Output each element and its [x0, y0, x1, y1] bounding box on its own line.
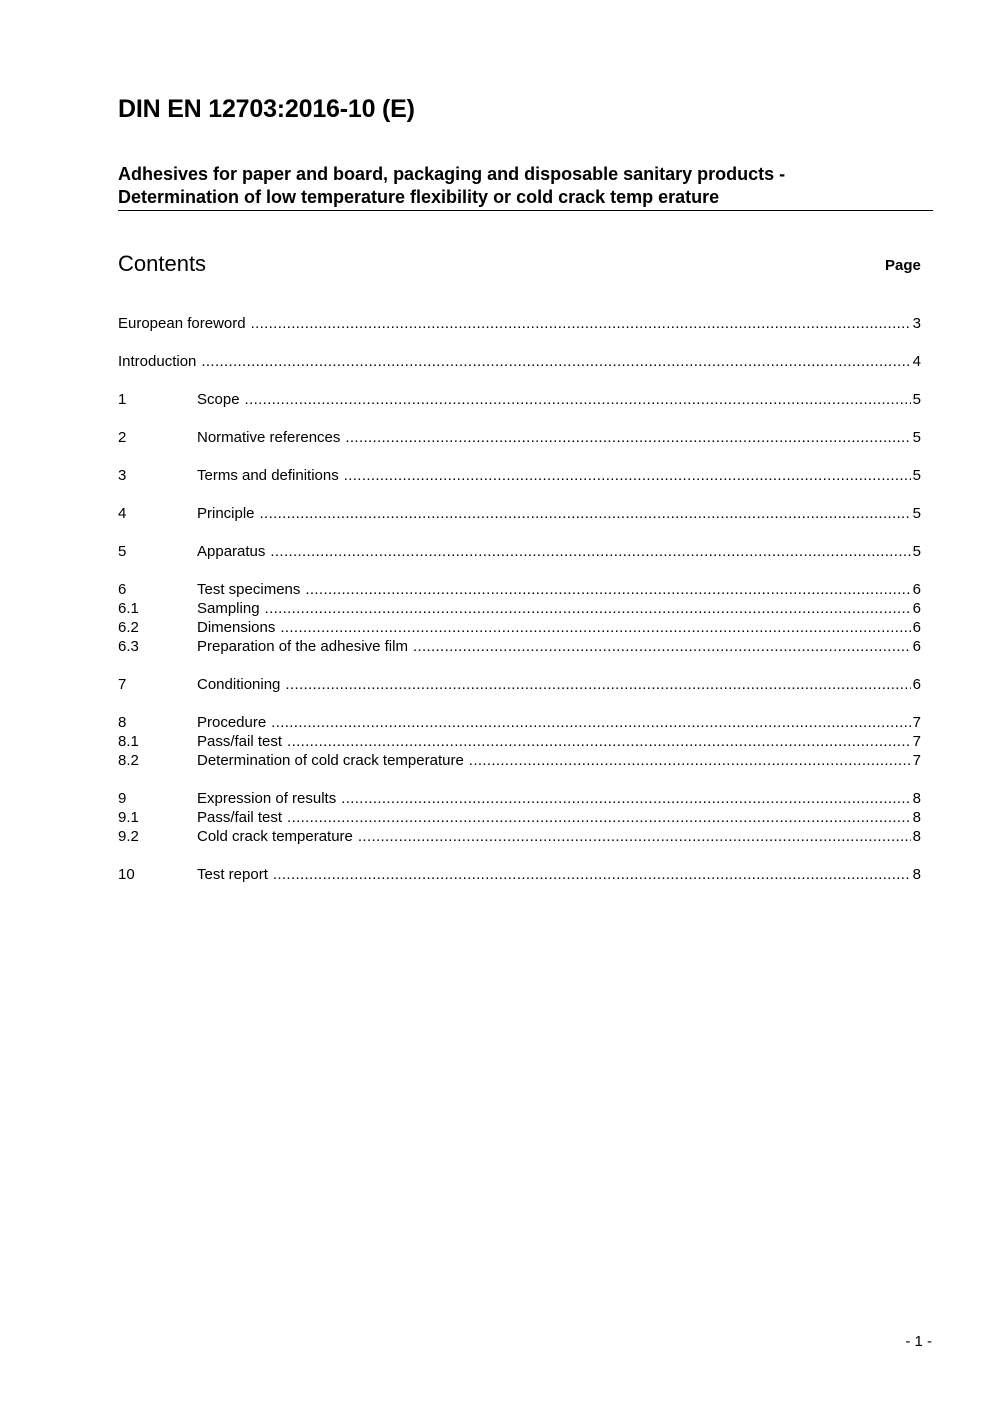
document-title [118, 163, 933, 209]
toc-dot-leader [305, 581, 910, 598]
toc-group [118, 866, 921, 885]
toc-group [118, 714, 921, 771]
toc-dot-leader [260, 505, 911, 522]
toc-entry-page: 7 [912, 714, 921, 731]
toc-dot-leader [287, 733, 911, 750]
toc-dot-leader [344, 467, 911, 484]
toc-group [118, 315, 921, 334]
toc-entry-title: Cold crack temperature [197, 828, 353, 845]
toc-dot-leader [345, 429, 910, 446]
toc-group [118, 429, 921, 448]
toc-entry[interactable] [118, 828, 921, 847]
toc-entry-page: 5 [912, 543, 921, 560]
toc-dot-leader [469, 752, 911, 769]
toc-entry-title: Scope [197, 391, 240, 408]
toc-dot-leader [270, 543, 910, 560]
toc-entry-page: 3 [912, 315, 921, 332]
toc-entry-number: 5 [118, 543, 127, 560]
toc-entry[interactable] [118, 676, 921, 695]
toc-entry-title: European foreword [118, 315, 246, 332]
toc-dot-leader [358, 828, 911, 845]
toc-entry[interactable] [118, 752, 921, 771]
toc-entry-title: Procedure [197, 714, 267, 731]
toc-entry-title: Pass/fail test [197, 809, 283, 826]
document-id: DIN EN 12703:2016-10 (E) [118, 95, 415, 123]
toc-entry-page: 8 [912, 790, 921, 807]
toc-entry-page: 6 [912, 676, 921, 693]
toc-dot-leader [271, 714, 910, 731]
toc-dot-leader [201, 353, 910, 370]
toc-entry[interactable] [118, 467, 921, 486]
toc-dot-leader [265, 600, 911, 617]
toc-entry-number: 7 [118, 676, 127, 693]
toc-entry-title: Pass/fail test [197, 733, 283, 750]
toc-dot-leader [273, 866, 911, 883]
toc-entry-number: 8 [118, 714, 127, 731]
toc-entry-number: 10 [118, 866, 135, 883]
toc-entry-page: 5 [912, 391, 921, 408]
toc-entry[interactable] [118, 733, 921, 752]
document-title-line-1: Adhesives for paper and board, packaging and disposable sanitary products - [118, 164, 786, 184]
toc-group [118, 505, 921, 524]
toc-dot-leader [245, 391, 911, 408]
toc-entry-number: 9.2 [118, 828, 139, 845]
toc-entry-number: 6.2 [118, 619, 139, 636]
toc-entry-number: 6 [118, 581, 127, 598]
toc-entry-title: Preparation of the adhesive film [197, 638, 408, 655]
title-underline [118, 210, 933, 211]
toc-dot-leader [287, 809, 911, 826]
toc-group [118, 391, 921, 410]
toc-entry-page: 7 [912, 733, 921, 750]
toc-entry-number: 6.1 [118, 600, 139, 617]
toc-entry-page: 8 [912, 866, 921, 883]
toc-group [118, 676, 921, 695]
toc-entry-title: Expression of results [197, 790, 337, 807]
toc-entry[interactable] [118, 714, 921, 733]
toc-entry[interactable] [118, 790, 921, 809]
toc-entry-title: Determination of cold crack temperature [197, 752, 464, 769]
toc-group [118, 790, 921, 847]
contents-heading: Contents [118, 251, 207, 276]
toc-entry-number: 1 [118, 391, 127, 408]
toc-entry-title: Principle [197, 505, 255, 522]
toc-entry-page: 8 [912, 828, 921, 845]
toc-entry-number: 2 [118, 429, 127, 446]
table-of-contents [118, 315, 921, 904]
toc-entry-title: Normative references [197, 429, 341, 446]
toc-entry-number: 3 [118, 467, 127, 484]
toc-entry-page: 6 [912, 638, 921, 655]
document-title-line-2: Determination of low temperature flexibility or cold crack temp erature [118, 187, 720, 207]
toc-entry[interactable] [118, 429, 921, 448]
toc-entry[interactable] [118, 353, 921, 372]
toc-entry-title: Apparatus [197, 543, 266, 560]
toc-entry-page: 6 [912, 600, 921, 617]
toc-entry-title: Test report [197, 866, 268, 883]
toc-entry-number: 4 [118, 505, 127, 522]
toc-entry-title: Terms and definitions [197, 467, 339, 484]
toc-entry[interactable] [118, 638, 921, 657]
toc-entry-page: 4 [912, 353, 921, 370]
toc-entry-page: 8 [912, 809, 921, 826]
toc-entry[interactable] [118, 505, 921, 524]
toc-entry-page: 5 [912, 505, 921, 522]
toc-entry-page: 6 [912, 581, 921, 598]
toc-dot-leader [280, 619, 910, 636]
toc-entry-title: Introduction [118, 353, 197, 370]
toc-entry-page: 5 [912, 429, 921, 446]
toc-entry-page: 5 [912, 467, 921, 484]
page-number: - 1 - [905, 1333, 932, 1350]
toc-entry[interactable] [118, 543, 921, 562]
toc-dot-leader [251, 315, 911, 332]
toc-entry-number: 8.1 [118, 733, 139, 750]
toc-entry[interactable] [118, 391, 921, 410]
toc-group [118, 581, 921, 657]
toc-dot-leader [341, 790, 910, 807]
toc-entry-number: 9 [118, 790, 127, 807]
toc-entry-page: 7 [912, 752, 921, 769]
toc-group [118, 467, 921, 486]
toc-entry-page: 6 [912, 619, 921, 636]
toc-entry[interactable] [118, 600, 921, 619]
toc-entry[interactable] [118, 315, 921, 334]
page-column-label: Page [885, 257, 921, 274]
toc-entry[interactable] [118, 866, 921, 885]
toc-entry[interactable] [118, 581, 921, 600]
toc-entry-number: 9.1 [118, 809, 139, 826]
toc-dot-leader [413, 638, 911, 655]
toc-entry[interactable] [118, 619, 921, 638]
toc-entry-title: Sampling [197, 600, 260, 617]
toc-entry-number: 6.3 [118, 638, 139, 655]
toc-entry[interactable] [118, 809, 921, 828]
toc-entry-title: Test specimens [197, 581, 301, 598]
toc-entry-number: 8.2 [118, 752, 139, 769]
toc-entry-title: Conditioning [197, 676, 281, 693]
toc-group [118, 353, 921, 372]
toc-dot-leader [285, 676, 910, 693]
toc-entry-title: Dimensions [197, 619, 276, 636]
toc-group [118, 543, 921, 562]
